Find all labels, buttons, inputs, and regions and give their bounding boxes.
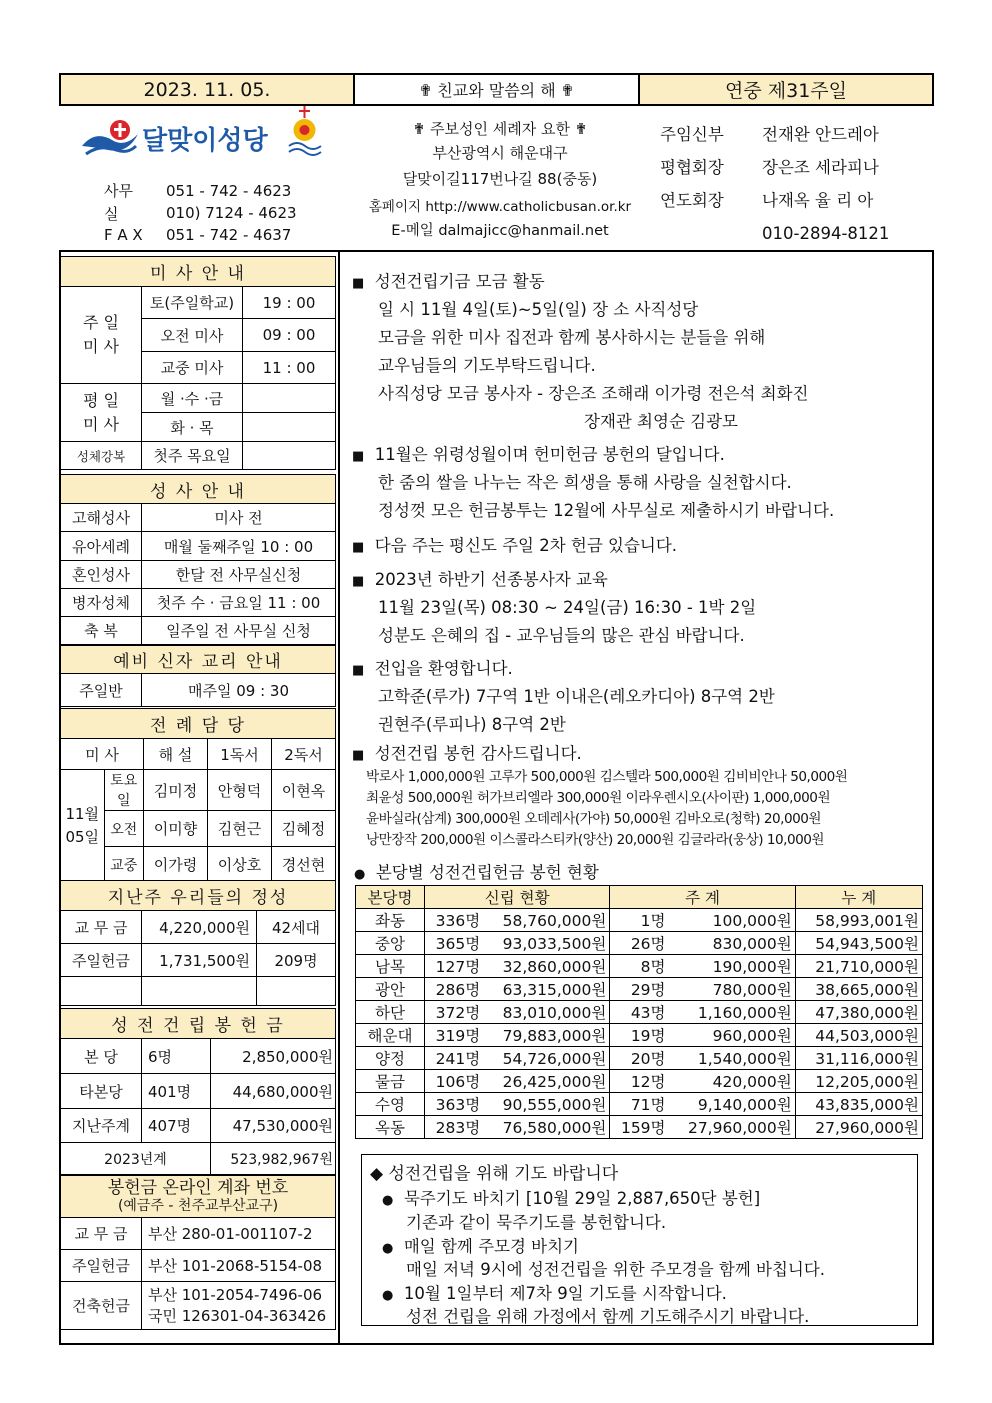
notice-line: 11월 23일(목) 08:30 ~ 24일(금) 16:30 - 1박 2일 <box>378 598 757 617</box>
table-row <box>356 1001 923 1024</box>
building-count: 407명 <box>142 1109 211 1143</box>
donor-line: 낭만장작 200,000원 이스콜라스티카(양산) 20,000원 김글라라(웅상) 10,000원 <box>366 832 825 848</box>
prayer-box <box>361 1154 918 1326</box>
issue-date: 2023. 11. 05. <box>61 75 355 104</box>
week-amount: 830,000원 <box>669 932 796 955</box>
building-count: 6명 <box>142 1039 211 1074</box>
wave-logo-icon <box>80 116 140 160</box>
mass-time: 11 : 00 <box>243 352 336 384</box>
staff-row <box>660 118 889 151</box>
address-line-1: 부산광역시 해운대구 <box>432 144 568 162</box>
table-header: 본당명 <box>356 886 425 909</box>
week-amount: 960,000원 <box>669 1024 796 1047</box>
reader-2: 김혜정 <box>272 811 336 847</box>
parish-name: 하단 <box>356 1001 425 1024</box>
table-row <box>356 978 923 1001</box>
applied-amount: 54,726,000원 <box>483 1047 610 1070</box>
building-amount: 47,530,000원 <box>211 1109 336 1143</box>
week-count: 20명 <box>610 1047 669 1070</box>
sacrament-name: 유아세례 <box>61 532 142 561</box>
liturgy-mass: 교중 <box>104 847 143 883</box>
parish-fund-table <box>355 885 923 1139</box>
liturgical-week: 연중 제31주일 <box>640 75 932 104</box>
table-header: 주 계 <box>610 886 795 909</box>
empty-cell <box>61 977 142 1006</box>
notice-line: 고학준(루가) 7구역 1반 이내은(레오카디아) 8구역 2반 <box>378 687 775 706</box>
applied-count: 286명 <box>425 978 484 1001</box>
week-amount: 1,540,000원 <box>669 1047 796 1070</box>
week-count: 26명 <box>610 932 669 955</box>
mass-time <box>243 384 336 413</box>
offering-title: 지난주 우리들의 정성 <box>61 881 336 911</box>
bullet-square-icon: ■ <box>352 449 365 464</box>
sacrament-value: 매월 둘째주일 10 : 00 <box>142 532 336 561</box>
parish-name: 양정 <box>356 1047 425 1070</box>
building-amount: 44,680,000원 <box>211 1074 336 1109</box>
fax-label: F A X <box>104 226 143 244</box>
account-number: 국민 126301-04-363426 <box>148 1306 327 1325</box>
bullet-dot-icon: ● <box>382 1241 394 1256</box>
applied-amount: 26,425,000원 <box>483 1070 610 1093</box>
bullet-dot-icon: ● <box>382 1193 394 1208</box>
reader-2: 이현옥 <box>272 770 336 811</box>
table-row <box>356 932 923 955</box>
donor-line: 윤바실라(삼계) 300,000원 오데레사(가야) 50,000원 김바오로(청학) 20,000원 <box>366 811 822 827</box>
applied-count: 106명 <box>425 1070 484 1093</box>
offering-name: 교 무 금 <box>61 911 142 944</box>
reader-1: 안형덕 <box>208 770 272 811</box>
donor-line: 최윤성 500,000원 허가브리엘라 300,000원 이라우렌시오(사이판) 1,000,000원 <box>366 790 831 806</box>
notice-line: 한 줌의 쌀을 나누는 작은 희생을 통해 사랑을 실천합시다. <box>378 473 792 492</box>
bullet-square-icon: ■ <box>352 748 365 763</box>
applied-count: 319명 <box>425 1024 484 1047</box>
sacrament-title: 성 사 안 내 <box>61 475 336 504</box>
total-amount: 54,943,500원 <box>795 932 922 955</box>
donor-line: 박로사 1,000,000원 고루가 500,000원 김스텔라 500,000원 김비비안나 50,000원 <box>366 769 848 785</box>
week-count: 19명 <box>610 1024 669 1047</box>
offering-amount: 1,731,500원 <box>142 944 257 977</box>
year-total-label: 2023년계 <box>61 1143 211 1175</box>
building-fund-table <box>60 1008 336 1175</box>
notice-5 <box>352 655 513 679</box>
table-row <box>356 1047 923 1070</box>
year-motto: ✟ 친교와 말씀의 해 ✟ <box>355 75 640 104</box>
mass-name: 화 · 목 <box>142 413 243 442</box>
table-row <box>356 1070 923 1093</box>
week-count: 12명 <box>610 1070 669 1093</box>
applied-amount: 63,315,000원 <box>483 978 610 1001</box>
notice-1 <box>352 268 545 292</box>
building-name: 본 당 <box>61 1039 142 1074</box>
total-amount: 27,960,000원 <box>795 1116 922 1139</box>
table-row <box>356 1024 923 1047</box>
office-phone-2: 010) 7124 - 4623 <box>166 204 297 222</box>
mass-name: 교중 미사 <box>142 352 243 384</box>
parish-logo <box>80 110 330 162</box>
account-number: 부산 101-2068-5154-08 <box>142 1250 336 1282</box>
table-row <box>356 955 923 978</box>
parish-table-body <box>356 909 923 1139</box>
prayer-item-title: 묵주기도 바치기 [10월 29일 2,887,650단 봉헌] <box>403 1189 761 1208</box>
sacrament-value: 한달 전 사무실신청 <box>142 561 336 589</box>
notice-3 <box>352 532 677 556</box>
week-count: 159명 <box>610 1116 669 1139</box>
account-title: 봉헌금 온라인 계좌 번호 <box>107 1177 289 1198</box>
total-amount: 43,835,000원 <box>795 1093 922 1116</box>
liturgy-mass: 오전 <box>104 811 143 847</box>
notice-4 <box>352 566 608 590</box>
account-number: 부산 280-01-001107-2 <box>142 1218 336 1250</box>
total-amount: 58,993,001원 <box>795 909 922 932</box>
sacrament-value: 미사 전 <box>142 504 336 532</box>
staff-role: 주임신부 <box>660 125 724 144</box>
prayer-item-title: 매일 함께 주모경 바치기 <box>403 1237 579 1256</box>
liturgy-header: 2독서 <box>272 739 336 770</box>
table-row <box>356 909 923 932</box>
bullet-square-icon: ■ <box>352 276 365 291</box>
account-title-cell <box>61 1176 336 1218</box>
week-amount: 780,000원 <box>669 978 796 1001</box>
catechism-value: 매주일 09 : 30 <box>142 674 336 707</box>
mass-time <box>243 413 336 442</box>
mass-table <box>60 256 336 470</box>
building-title: 성 전 건 립 봉 헌 금 <box>61 1009 336 1039</box>
notice-title: 다음 주는 평신도 주일 2차 헌금 있습니다. <box>374 536 678 555</box>
applied-amount: 58,760,000원 <box>483 909 610 932</box>
week-count: 71명 <box>610 1093 669 1116</box>
notice-line: 사직성당 모금 봉사자 - 장은조 조해래 이가령 전은석 최화진 <box>378 384 809 403</box>
building-count: 401명 <box>142 1074 211 1109</box>
reader-2: 경선현 <box>272 847 336 883</box>
account-holder: (예금주 - 천주교부산교구) <box>117 1197 279 1214</box>
week-count: 8명 <box>610 955 669 978</box>
commentator: 이가령 <box>144 847 208 883</box>
empty-cell <box>243 442 336 470</box>
sacrament-name: 혼인성사 <box>61 561 142 589</box>
week-count: 29명 <box>610 978 669 1001</box>
table-row <box>356 1116 923 1139</box>
week-amount: 1,160,000원 <box>669 1001 796 1024</box>
parish-name: 수영 <box>356 1093 425 1116</box>
notice-line: 권현주(루피나) 8구역 2반 <box>378 715 566 734</box>
mass-name: 오전 미사 <box>142 319 243 352</box>
prayer-line: 성전 건립을 위해 가정에서 함께 기도해주시기 바랍니다. <box>406 1307 810 1326</box>
applied-count: 365명 <box>425 932 484 955</box>
offering-table <box>60 880 336 1006</box>
prayer-line: 매일 저녁 9시에 성전건립을 위한 주모경을 함께 바칩니다. <box>406 1260 826 1279</box>
applied-count: 363명 <box>425 1093 484 1116</box>
reader-1: 김현근 <box>208 811 272 847</box>
liturgy-table <box>60 708 336 883</box>
bullet-square-icon: ■ <box>352 540 365 555</box>
bullet-dot-icon: ● <box>382 1288 394 1303</box>
empty-cell <box>142 977 257 1006</box>
address-line-2: 달맞이길117번나길 88(중동) <box>402 170 598 188</box>
applied-count: 241명 <box>425 1047 484 1070</box>
weekday-mass-label: 평 일 미 사 <box>61 384 142 442</box>
catechism-title: 예비 신자 교리 안내 <box>61 646 336 674</box>
account-number: 부산 101-2054-7496-06 <box>148 1285 323 1304</box>
parish-name: 남목 <box>356 955 425 978</box>
sacrament-value: 일주일 전 사무실 신청 <box>142 617 336 645</box>
liturgy-mass: 토요일 <box>104 770 143 811</box>
prayer-item <box>382 1233 579 1257</box>
sunday-mass-label: 주 일 미 사 <box>61 287 142 384</box>
applied-count: 283명 <box>425 1116 484 1139</box>
notice-6 <box>352 740 582 764</box>
account-name: 교 무 금 <box>61 1218 142 1250</box>
liturgy-header: 해 설 <box>144 739 208 770</box>
staff-list <box>660 118 889 250</box>
staff-row <box>660 151 889 184</box>
parish-name: 중앙 <box>356 932 425 955</box>
notice-7 <box>354 859 599 883</box>
prayer-title: ◆ 성전건립을 위해 기도 바랍니다 <box>370 1164 619 1184</box>
table-header: 신립 현황 <box>425 886 610 909</box>
notice-title: 전입을 환영합니다. <box>374 659 513 678</box>
account-number-cell <box>142 1282 336 1330</box>
notice-line: 모금을 위한 미사 집전과 함께 봉사하시는 분들을 위해 <box>378 328 766 347</box>
applied-count: 336명 <box>425 909 484 932</box>
parish-name: 좌동 <box>356 909 425 932</box>
week-amount: 100,000원 <box>669 909 796 932</box>
reader-1: 이상호 <box>208 847 272 883</box>
empty-cell <box>257 977 336 1006</box>
office-phone-1: 051 - 742 - 4623 <box>166 182 292 200</box>
homepage-link[interactable]: 홈페이지 http://www.catholicbusan.or.kr <box>368 199 632 215</box>
applied-count: 372명 <box>425 1001 484 1024</box>
applied-count: 127명 <box>425 955 484 978</box>
account-name: 건축헌금 <box>61 1282 142 1330</box>
sacrament-value: 첫주 수 · 금요일 11 : 00 <box>142 589 336 617</box>
staff-name: 장은조 세라피나 <box>762 158 879 177</box>
bullet-dot-icon: ● <box>354 867 366 882</box>
staff-role: 연도회장 <box>660 191 724 210</box>
adoration-value: 첫주 목요일 <box>142 442 243 470</box>
notice-line: 일 시 11월 4일(토)~5일(일) 장 소 사직성당 <box>378 300 699 319</box>
email-link[interactable]: E-메일 dalmajicc@hanmail.net <box>391 223 609 239</box>
notice-title: 2023년 하반기 선종봉사자 교육 <box>374 570 608 589</box>
adoration-label: 성체강복 <box>61 442 142 470</box>
week-amount: 190,000원 <box>669 955 796 978</box>
sacrament-name: 병자성체 <box>61 589 142 617</box>
liturgy-header: 1독서 <box>208 739 272 770</box>
bullet-square-icon: ■ <box>352 663 365 678</box>
commentator: 김미정 <box>144 770 208 811</box>
notice-title: 본당별 성전건립헌금 봉헌 현황 <box>375 863 599 882</box>
title-bar <box>59 73 934 106</box>
mass-title: 미 사 안 내 <box>61 257 336 287</box>
staff-phone: 010-2894-8121 <box>762 224 890 243</box>
prayer-item <box>382 1185 760 1209</box>
applied-amount: 90,555,000원 <box>483 1093 610 1116</box>
building-name: 지난주계 <box>61 1109 142 1143</box>
year-total-amount: 523,982,967원 <box>211 1143 336 1175</box>
week-amount: 27,960,000원 <box>669 1116 796 1139</box>
notice-line: 정성껏 모은 헌금봉투는 12월에 사무실로 제출하시기 바랍니다. <box>378 501 835 520</box>
offering-count: 209명 <box>257 944 336 977</box>
applied-amount: 79,883,000원 <box>483 1024 610 1047</box>
staff-row <box>660 184 889 217</box>
liturgy-date: 11월 05일 <box>61 770 105 883</box>
week-count: 1명 <box>610 909 669 932</box>
notice-line: 성분도 은혜의 집 - 교우님들의 많은 관심 바랍니다. <box>378 626 745 645</box>
liturgy-header: 미 사 <box>61 739 144 770</box>
parish-name: 달맞이성당 <box>142 126 268 156</box>
prayer-item <box>382 1280 727 1304</box>
fax-number: 051 - 742 - 4637 <box>166 226 292 244</box>
notice-line: 장재관 최영순 김광모 <box>584 412 738 431</box>
sacrament-table <box>60 474 336 645</box>
commentator: 이미향 <box>144 811 208 847</box>
applied-amount: 93,033,500원 <box>483 932 610 955</box>
account-name: 주일헌금 <box>61 1250 142 1282</box>
parish-name: 옥동 <box>356 1116 425 1139</box>
catechism-table <box>60 645 336 707</box>
total-amount: 21,710,000원 <box>795 955 922 978</box>
notice-line: 교우님들의 기도부탁드립니다. <box>378 356 596 375</box>
table-header: 누 계 <box>795 886 922 909</box>
week-count: 43명 <box>610 1001 669 1024</box>
applied-amount: 76,580,000원 <box>483 1116 610 1139</box>
applied-amount: 32,860,000원 <box>483 955 610 978</box>
patron-saint: ✟ 주보성인 세례자 요한 ✟ <box>412 120 588 138</box>
building-name: 타본당 <box>61 1074 142 1109</box>
catechism-name: 주일반 <box>61 674 142 707</box>
account-table <box>60 1175 336 1330</box>
notice-title: 성전건립 봉헌 감사드립니다. <box>374 744 582 763</box>
mass-time: 19 : 00 <box>243 287 336 319</box>
table-row <box>356 1093 923 1116</box>
offering-amount: 4,220,000원 <box>142 911 257 944</box>
prayer-line: 기존과 같이 묵주기도를 봉헌합니다. <box>406 1213 667 1232</box>
prayer-item-title: 10월 1일부터 제7차 9일 기도를 시작합니다. <box>403 1284 727 1303</box>
staff-role: 평협회장 <box>660 158 724 177</box>
total-amount: 47,380,000원 <box>795 1001 922 1024</box>
notice-2 <box>352 441 725 465</box>
parish-name: 해운대 <box>356 1024 425 1047</box>
staff-name: 나재옥 율 리 아 <box>762 191 874 210</box>
total-amount: 31,116,000원 <box>795 1047 922 1070</box>
building-amount: 2,850,000원 <box>211 1039 336 1074</box>
liturgy-title: 전 례 담 당 <box>61 709 336 739</box>
parish-name: 물금 <box>356 1070 425 1093</box>
parish-name: 광안 <box>356 978 425 1001</box>
sacrament-name: 축 복 <box>61 617 142 645</box>
column-divider <box>338 250 340 1345</box>
moon-cross-icon <box>285 106 325 158</box>
offering-count: 42세대 <box>257 911 336 944</box>
offering-name: 주일헌금 <box>61 944 142 977</box>
week-amount: 9,140,000원 <box>669 1093 796 1116</box>
bullet-square-icon: ■ <box>352 574 365 589</box>
notice-title: 성전건립기금 모금 활동 <box>374 272 545 291</box>
sacrament-name: 고해성사 <box>61 504 142 532</box>
mass-name: 토(주일학교) <box>142 287 243 319</box>
applied-amount: 83,010,000원 <box>483 1001 610 1024</box>
office-label: 사무실 <box>104 182 133 223</box>
mass-name: 월 ·수 ·금 <box>142 384 243 413</box>
mass-time: 09 : 00 <box>243 319 336 352</box>
total-amount: 12,205,000원 <box>795 1070 922 1093</box>
week-amount: 420,000원 <box>669 1070 796 1093</box>
staff-name: 전재완 안드레아 <box>762 125 879 144</box>
total-amount: 44,503,000원 <box>795 1024 922 1047</box>
total-amount: 38,665,000원 <box>795 978 922 1001</box>
notice-title: 11월은 위령성월이며 헌미헌금 봉헌의 달입니다. <box>374 445 725 464</box>
